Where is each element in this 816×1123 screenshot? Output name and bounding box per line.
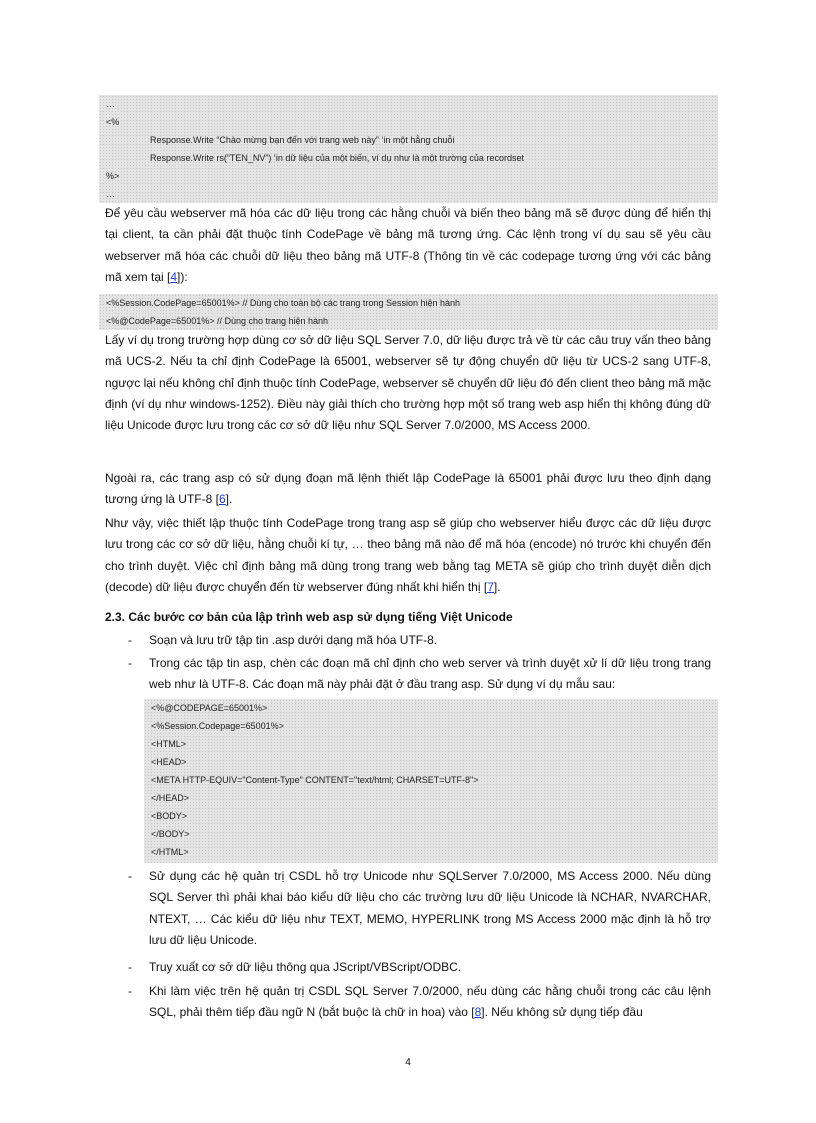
code-line: <% [106,117,120,127]
code-line: <%@CODEPAGE=65001%> [151,703,268,713]
paragraph-codepage-intro: Để yêu cầu webserver mã hóa các dữ liệu trong các hằng chuỗi và biến theo bảng mã sẽ được dùng để hiển thị tại client, ta cần phải đặt thuộc tính CodePage về bảng mã tương ứng. Các lệnh trong ví dụ sau sẽ yêu cầu webserver mã hóa các chuỗi dữ liệu theo bảng mã UTF-8 (Thông tin về các codepage tương ứng với các bảng mã xem tại [4]): [105,206,711,284]
page-number: 4 [405,1057,411,1068]
list-item-text: Soạn và lưu trữ tập tin .asp dưới dạng mã hóa UTF-8. [149,633,438,647]
code-line: <META HTTP-EQUIV="Content-Type" CONTENT="text/html; CHARSET=UTF-8"> [151,775,479,785]
list-item [105,866,711,951]
list-item-text: Truy xuất cơ sở dữ liệu thông qua JScript/VBScript/ODBC. [149,960,462,974]
list-item [105,981,711,1024]
code-line: <BODY> [151,811,188,821]
code-block-html-template [144,699,718,863]
code-line: … [106,189,115,199]
bullet-dash: - [128,656,132,670]
list-item [105,630,711,651]
paragraph-sql-server-example: Lấy ví dụ trong trường hợp dùng cơ sở dữ liệu SQL Server 7.0, dữ liệu được trả về từ các câu truy vấn theo bảng mã UCS-2. Nếu ta chỉ định CodePage là 65001, webserver sẽ tự động chuyển dữ liệu từ UCS-2 sang UTF-8, ngược lại nếu không chỉ định thuộc tính CodePage, webserver sẽ chuyển dữ liệu đó đến client theo bảng mã mặc định (ví dụ như windows-1252). Điều này giải thích cho trường hợp một số trang web asp hiển thị không đúng dữ liệu Unicode được lưu trong các cơ sở dữ liệu như SQL Server 7.0/2000, MS Access 2000. [105,333,711,433]
bullet-dash: - [128,960,132,974]
bullet-dash: - [128,633,132,647]
list-item-text: Khi làm việc trên hệ quản trị CSDL SQL Server 7.0/2000, nếu dùng các hằng chuỗi trong các câu lệnh SQL, phải thêm tiếp đầu ngữ N (bắt buộc là chữ in hoa) vào [8]. Nếu không sử dụng tiếp đầu [149,984,711,1020]
bullet-dash: - [128,869,132,883]
list-item [105,957,711,978]
code-block-codepage [99,294,718,330]
code-line: Response.Write rs(”TEN_NV”) ‘in dữ liệu của một biến, ví dụ như là một trường của recordset [150,153,524,163]
list-item-text: Trong các tập tin asp, chèn các đoạn mã chỉ định cho web server và trình duyệt xử lí dữ liệu trong trang web như là UTF-8. Các đoạn mã này phải đặt ở đầu trang asp. Sử dụng ví dụ mẫu sau: [149,656,711,692]
code-line: </BODY> [151,829,190,839]
code-block-response-write [99,95,718,203]
reference-link[interactable]: 8 [474,1005,482,1020]
paragraph-codepage-summary: Như vậy, việc thiết lập thuộc tính CodePage trong trang asp sẽ giúp cho webserver hiểu được các dữ liệu được lưu trong các cơ sở dữ liệu, hằng chuỗi kí tự, … theo bảng mã nào để mã hóa (encode) nó trước khi chuyển đến cho trình duyệt. Việc chỉ định bảng mã dùng trong trang web bằng tag META sẽ giúp cho trình duyệt diễn dịch (decode) dữ liệu được chuyển đến từ webserver đúng nhất khi hiển thị [7]. [105,516,711,594]
code-line: <%Session.Codepage=65001%> [151,721,284,731]
section-heading: 2.3. Các bước cơ bản của lập trình web asp sử dụng tiếng Việt Unicode [105,610,513,624]
code-line: %> [106,171,120,181]
code-line: </HTML> [151,847,189,857]
code-line: </HEAD> [151,793,190,803]
code-line: Response.Write “Chào mừng bạn đến với trang web này” ‘in một hằng chuỗi [150,135,455,145]
code-line: <%@CodePage=65001%> // Dùng cho trang hiện hành [106,316,329,326]
reference-link[interactable]: 7 [487,579,494,594]
reference-link[interactable]: 6 [218,492,226,507]
code-line: <%Session.CodePage=65001%> // Dùng cho toàn bộ các trang trong Session hiện hành [106,298,461,308]
paragraph-utf8-saving: Ngoài ra, các trang asp có sử dụng đoạn mã lệnh thiết lập CodePage là 65001 phải được lưu theo định dạng tương ứng là UTF-8 [6]. [105,471,711,507]
bullet-dash: - [128,984,132,998]
list-item-text: Sử dụng các hệ quản trị CSDL hỗ trợ Unicode như SQLServer 7.0/2000, MS Access 2000. Nếu dùng SQL Server thì phải khai báo kiểu dữ liệu cho các trường lưu dữ liệu Unicode là NCHAR, NVARCHAR, NTEXT, … Các kiểu dữ liệu như TEXT, MEMO, HYPERLINK trong MS Access 2000 mặc định là hỗ trợ lưu dữ liệu Unicode. [149,869,711,947]
reference-link[interactable]: 4 [170,269,178,284]
code-line: <HEAD> [151,757,187,767]
code-line: … [106,99,115,109]
code-line: <HTML> [151,739,187,749]
list-item [105,653,711,696]
